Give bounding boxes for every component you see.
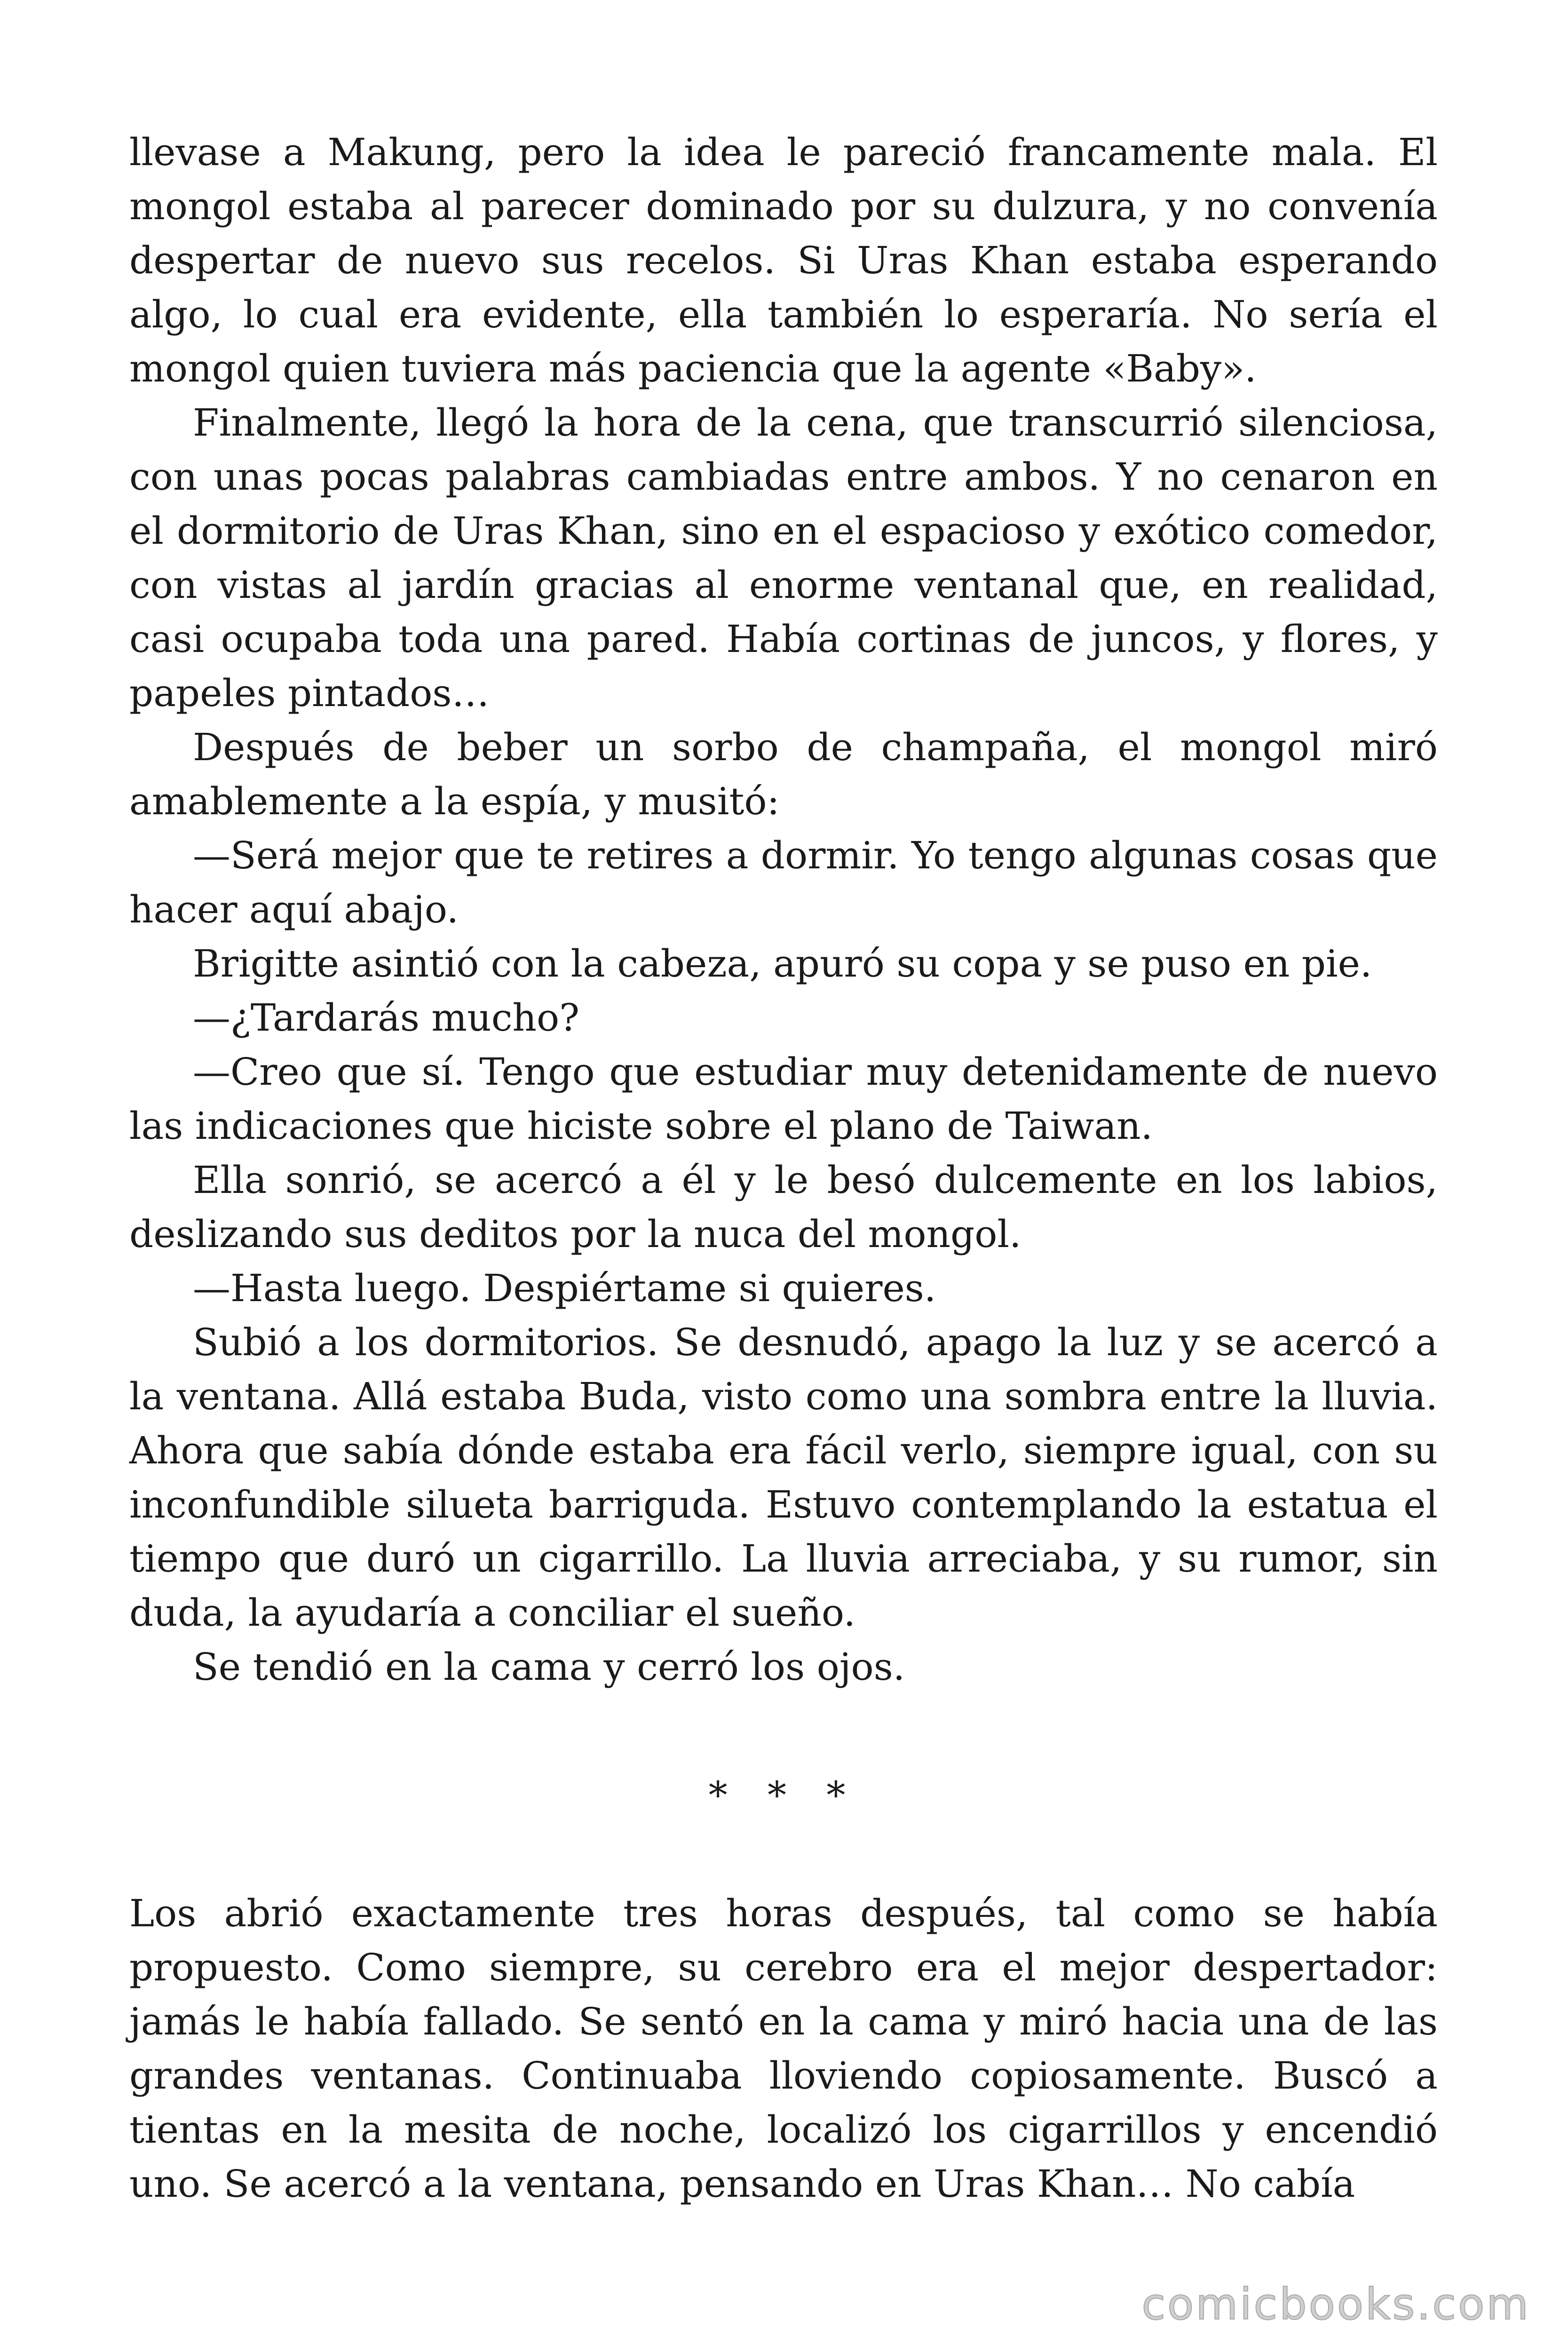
paragraph: Subió a los dormitorios. Se desnudó, apago la luz y se acercó a la ventana. Allá estaba Buda, visto como una sombra entre la lluvia. Ahora que sabía dónde estaba era fácil verlo, siempre igual, con su inconfundible silueta barriguda. Estuvo contemplando la estatua el tiempo que duró un cigarrillo. La lluvia arreciaba, y su rumor, sin duda, la ayudaría a conciliar el sueño. (129, 1320, 1438, 1635)
paragraph: —Creo que sí. Tengo que estudiar muy detenidamente de nuevo las indicaciones que hiciste sobre el plano de Taiwan. (129, 1050, 1438, 1148)
paragraph: Brigitte asintió con la cabeza, apuró su copa y se puso en pie. (193, 942, 1372, 985)
paragraph: Se tendió en la cama y cerró los ojos. (193, 1645, 905, 1689)
paragraph: —Hasta luego. Despiértame si quieres. (193, 1266, 936, 1310)
paragraph: llevase a Makung, pero la idea le pareció francamente mala. El mongol estaba al parecer dominado por su dulzura, y no convenía despertar de nuevo sus recelos. Si Uras Khan estaba esperando algo, lo cual era evidente, ella también lo esperaría. No sería el mongol quien tuviera más paciencia que la agente «Baby». (129, 130, 1438, 390)
section-separator: * * * (708, 1773, 860, 1817)
paragraph: Finalmente, llegó la hora de la cena, que transcurrió silenciosa, con unas pocas palabras cambiadas entre ambos. Y no cenaron en el dormitorio de Uras Khan, sino en el espacioso y exótico comedor, con vistas al jardín gracias al enorme ventanal que, en realidad, casi ocupaba toda una pared. Había cortinas de juncos, y flores, y papeles pintados… (129, 401, 1438, 715)
text-block-bottom (129, 1886, 1438, 2211)
paragraph: —¿Tardarás mucho? (193, 996, 580, 1040)
watermark-logo: comicbooks.com (1141, 2279, 1530, 2329)
text-block-top (129, 125, 1438, 1694)
paragraph: —Será mejor que te retires a dormir. Yo tengo algunas cosas que hacer aquí abajo. (129, 834, 1438, 931)
paragraph: Los abrió exactamente tres horas después, tal como se había propuesto. Como siempre, su cerebro era el mejor despertador: jamás le había fallado. Se sentó en la cama y miró hacia una de las grandes ventanas. Continuaba lloviendo copiosamente. Buscó a tientas en la mesita de noche, localizó los cigarrillos y encendió uno. Se acercó a la ventana, pensando en Uras Khan… No cabía (129, 1891, 1438, 2206)
paragraph: Después de beber un sorbo de champaña, el mongol miró amablemente a la espía, y musitó: (129, 725, 1438, 823)
paragraph: Ella sonrió, se acercó a él y le besó dulcemente en los labios, deslizando sus deditos por la nuca del mongol. (129, 1158, 1438, 1256)
